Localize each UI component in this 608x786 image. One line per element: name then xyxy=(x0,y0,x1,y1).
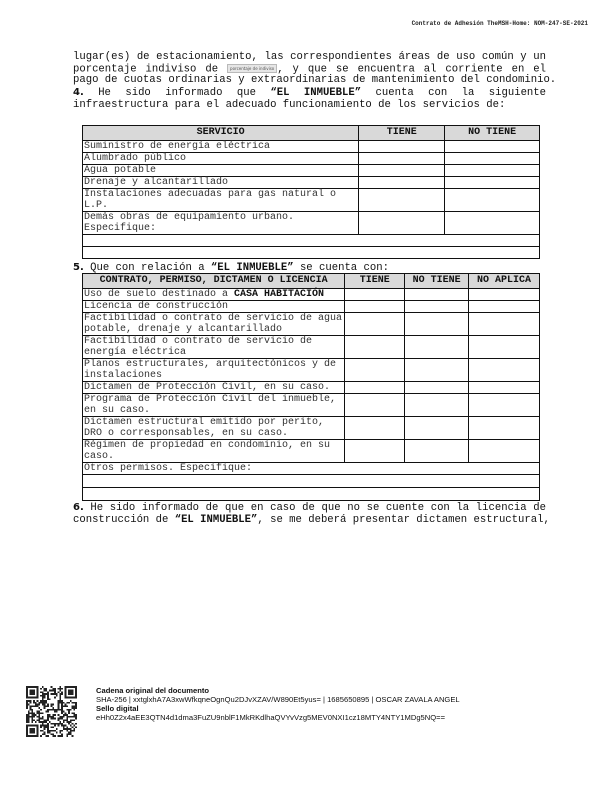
services-table-header xyxy=(83,126,540,141)
table-row xyxy=(83,313,540,336)
table-row xyxy=(83,141,540,153)
section4-number: 4. xyxy=(73,87,84,99)
table-row xyxy=(83,212,540,235)
no-aplica-cell[interactable] xyxy=(469,440,540,463)
table-row xyxy=(83,289,540,301)
section4-inmueble: “EL INMUEBLE” xyxy=(270,87,362,100)
tiene-cell[interactable] xyxy=(345,394,405,417)
intro-line-2-start: porcentaje indiviso de xyxy=(73,62,219,75)
services-table xyxy=(82,125,540,259)
section5-number: 5. xyxy=(73,262,84,273)
header-no-aplica: NO APLICA xyxy=(469,274,540,289)
table-row xyxy=(83,301,540,313)
permit-name: Programa de Protección Civil del inmueble, en su caso. xyxy=(83,394,345,417)
header-no-tiene: NO TIENE xyxy=(445,126,540,141)
qr-code-icon xyxy=(26,686,77,737)
no-tiene-cell[interactable] xyxy=(405,417,469,440)
permit-text: Uso de suelo destinado a xyxy=(84,289,229,300)
intro-paragraph xyxy=(73,51,557,111)
section4-line-2: infraestructura para el adecuado funcionamiento de los servicios de: xyxy=(73,98,506,111)
cadena-label: Cadena original del documento xyxy=(96,686,210,695)
no-tiene-cell[interactable] xyxy=(445,212,540,235)
service-name: Demás obras de equipamiento urbano. Especifique: xyxy=(83,212,359,235)
table-row xyxy=(83,394,540,417)
other-permits-row xyxy=(83,463,540,475)
header-tiene: TIENE xyxy=(359,126,445,141)
no-tiene-cell[interactable] xyxy=(405,440,469,463)
table-row xyxy=(83,153,540,165)
percentage-placeholder-field[interactable]: porcentaje de indiviso xyxy=(227,64,277,73)
sello-label: Sello digital xyxy=(96,704,139,713)
section4-text-after: cuenta con la siguiente xyxy=(375,87,546,100)
section4-text-before: He sido informado que xyxy=(98,87,256,100)
no-tiene-cell[interactable] xyxy=(405,382,469,394)
tiene-cell[interactable] xyxy=(345,289,405,301)
table-row xyxy=(83,189,540,212)
tiene-cell[interactable] xyxy=(359,165,445,177)
no-aplica-cell[interactable] xyxy=(469,301,540,313)
no-aplica-cell[interactable] xyxy=(469,394,540,417)
no-tiene-cell[interactable] xyxy=(405,289,469,301)
section5-inmueble: “EL INMUEBLE” xyxy=(210,262,294,274)
specify-field[interactable] xyxy=(83,235,540,247)
header-tiene: TIENE xyxy=(345,274,405,289)
tiene-cell[interactable] xyxy=(359,189,445,212)
no-tiene-cell[interactable] xyxy=(405,313,469,336)
table-row xyxy=(83,359,540,382)
no-tiene-cell[interactable] xyxy=(405,394,469,417)
no-aplica-cell[interactable] xyxy=(469,313,540,336)
service-name: Instalaciones adecuadas para gas natural o L.P. xyxy=(83,189,359,212)
tiene-cell[interactable] xyxy=(345,359,405,382)
section6-inmueble: “EL INMUEBLE” xyxy=(174,513,258,526)
tiene-cell[interactable] xyxy=(345,382,405,394)
service-name: Suministro de energía eléctrica xyxy=(83,141,359,153)
no-aplica-cell[interactable] xyxy=(469,289,540,301)
tiene-cell[interactable] xyxy=(345,417,405,440)
intro-line-3: pago de cuotas ordinarias y extraordinarias de mantenimiento del condominio. xyxy=(73,74,557,87)
section5-text-before: Que con relación a xyxy=(90,262,205,274)
section5-text-after: se cuenta con: xyxy=(299,262,389,274)
casa-habitacion: CASA HABITACIÓN xyxy=(234,289,325,300)
no-aplica-cell[interactable] xyxy=(469,359,540,382)
no-tiene-cell[interactable] xyxy=(445,153,540,165)
tiene-cell[interactable] xyxy=(345,301,405,313)
intro-line-2-end: , y que se encuentra al corriente en el xyxy=(277,62,546,75)
permit-name: Factibilidad o contrato de servicio de energía eléctrica xyxy=(83,336,345,359)
permits-table-header xyxy=(83,274,540,289)
section6-line-1-text: He sido informado de que en caso de que no se cuente con la licencia de xyxy=(90,502,546,514)
table-row xyxy=(83,417,540,440)
specify-field[interactable] xyxy=(83,475,540,488)
other-permits-label: Otros permisos. Especifique: xyxy=(83,463,540,475)
service-name: Agua potable xyxy=(83,165,359,177)
section6-number: 6. xyxy=(73,502,84,513)
permit-name: Licencia de construcción xyxy=(83,301,345,313)
table-row xyxy=(83,382,540,394)
no-tiene-cell[interactable] xyxy=(405,336,469,359)
blank-specify-row xyxy=(83,247,540,259)
table-row xyxy=(83,336,540,359)
no-tiene-cell[interactable] xyxy=(405,301,469,313)
permit-name: Factibilidad o contrato de servicio de agua potable, drenaje y alcantarillado xyxy=(83,313,345,336)
cadena-value: SHA-256 | xxtglxhA7A3xwWfkqneOgnQu2DJvXZAV/W890Et5yus= | 1685650895 | OSCAR ZAVALA ANGEL xyxy=(96,695,460,704)
no-tiene-cell[interactable] xyxy=(445,165,540,177)
section4-heading-line xyxy=(73,87,546,100)
no-tiene-cell[interactable] xyxy=(445,177,540,189)
table-row xyxy=(83,177,540,189)
permit-name: Régimen de propiedad en condominio, en su caso. xyxy=(83,440,345,463)
no-tiene-cell[interactable] xyxy=(405,359,469,382)
header-contrato: CONTRATO, PERMISO, DICTAMEN O LICENCIA xyxy=(83,274,345,289)
permit-name xyxy=(83,289,345,301)
permit-name: Dictamen de Protección Civil, en su caso. xyxy=(83,382,345,394)
header-no-tiene: NO TIENE xyxy=(405,274,469,289)
no-tiene-cell[interactable] xyxy=(445,141,540,153)
tiene-cell[interactable] xyxy=(359,141,445,153)
sello-value: eHh0Z2x4aEE3QTN4d1dma3FuZU9nblF1MkRKdlhaQVYvVzg5MEV0NXI1cz18MTY4NTY1MDg5NQ== xyxy=(96,713,446,722)
no-aplica-cell[interactable] xyxy=(469,336,540,359)
table-row xyxy=(83,440,540,463)
digital-signature-block xyxy=(96,686,460,722)
tiene-cell[interactable] xyxy=(359,177,445,189)
service-name: Alumbrado público xyxy=(83,153,359,165)
tiene-cell[interactable] xyxy=(359,212,445,235)
specify-field[interactable] xyxy=(83,488,540,501)
blank-specify-row xyxy=(83,475,540,488)
section6-line-2-start: construcción de xyxy=(73,513,169,526)
no-aplica-cell[interactable] xyxy=(469,417,540,440)
specify-field[interactable] xyxy=(83,247,540,259)
table-row xyxy=(83,165,540,177)
intro-line-1: lugar(es) de estacionamiento, las correspondientes áreas de uso común y un xyxy=(73,51,546,63)
section6-paragraph xyxy=(73,502,550,526)
tiene-cell[interactable] xyxy=(345,440,405,463)
permit-name: Dictamen estructural emitido por perito, DRO o corresponsables, en su caso. xyxy=(83,417,345,440)
header-servicio: SERVICIO xyxy=(83,126,359,141)
blank-specify-row xyxy=(83,488,540,501)
permits-table xyxy=(82,273,540,501)
document-reference: Contrato de Adhesión TheMSH-Home: NOM-247-SE-2021 xyxy=(411,20,588,27)
blank-specify-row xyxy=(83,235,540,247)
no-aplica-cell[interactable] xyxy=(469,382,540,394)
no-tiene-cell[interactable] xyxy=(445,189,540,212)
tiene-cell[interactable] xyxy=(345,313,405,336)
section6-line-2-end: , se me deberá presentar dictamen estructural, xyxy=(257,513,550,526)
service-name: Drenaje y alcantarillado xyxy=(83,177,359,189)
section6-line-2 xyxy=(73,513,550,527)
tiene-cell[interactable] xyxy=(359,153,445,165)
tiene-cell[interactable] xyxy=(345,336,405,359)
permit-name: Planos estructurales, arquitectónicos y de instalaciones xyxy=(83,359,345,382)
